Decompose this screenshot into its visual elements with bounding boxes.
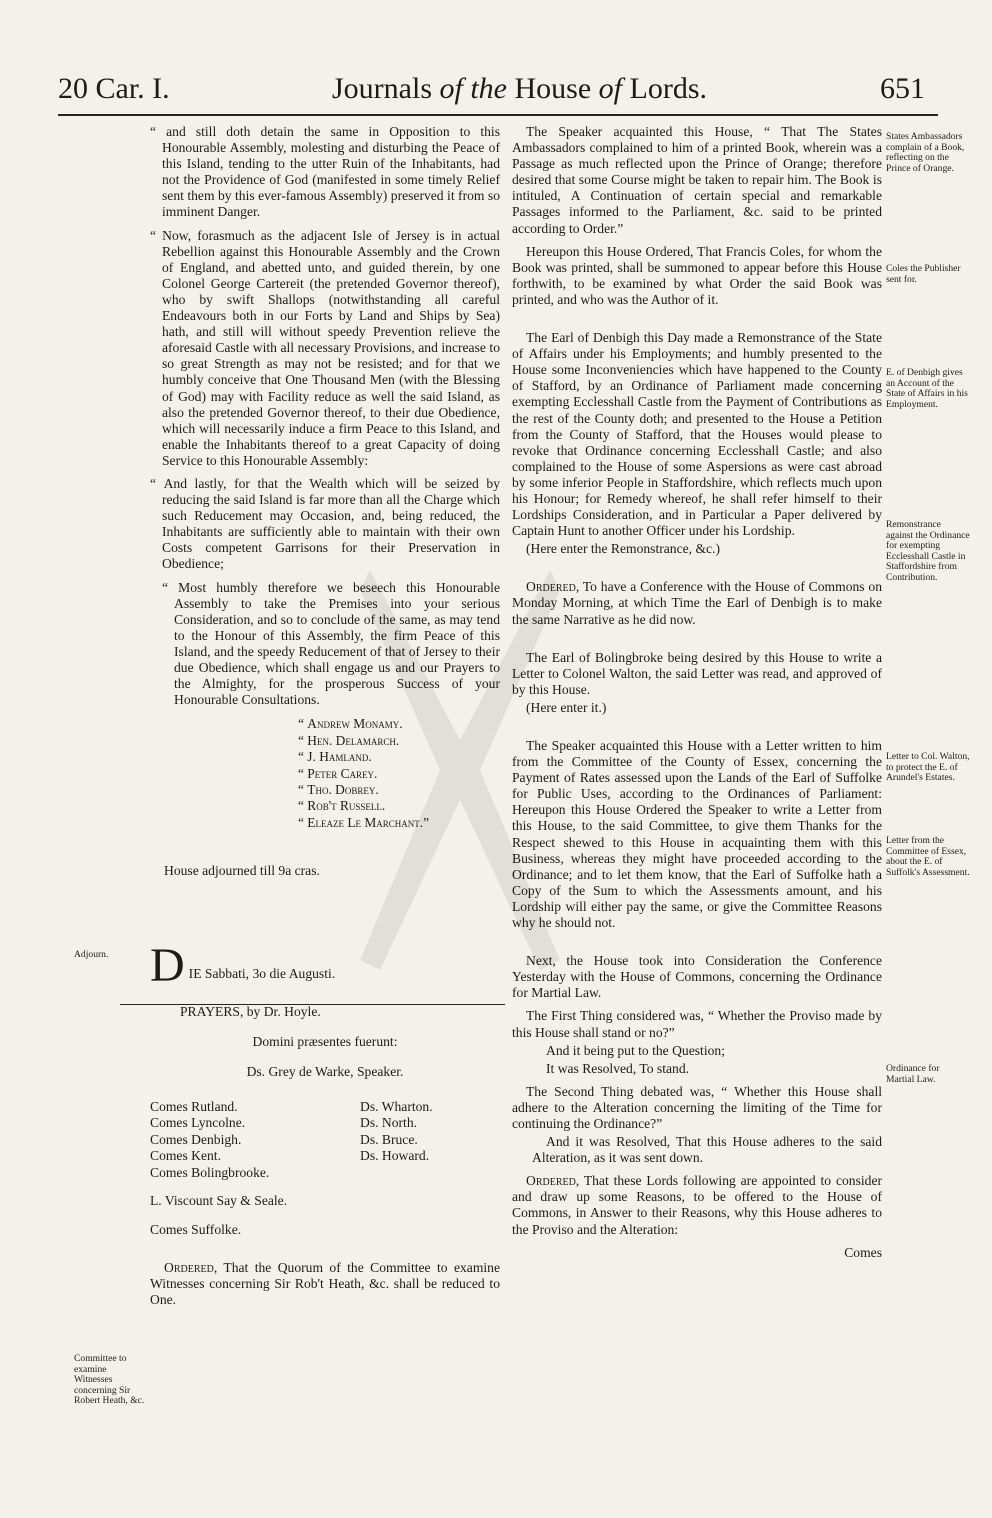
right-column [512,124,882,1268]
section-divider [120,1004,505,1005]
signatory: “ Andrew Monamy. [298,716,500,732]
header-title-the: the [470,72,515,105]
lord-name: Ds. Wharton. [360,1098,433,1114]
signatory: “ Eleaze Le Marchant.” [298,815,500,831]
margin-note-martial-law: Ordinance for Martial Law. [886,1063,940,1085]
signatory: “ Hen. Delamarch. [298,733,500,749]
conference-order-paragraph [512,579,882,627]
coles-order-text: That Francis Coles, for whom the Book was printed, shall be summoned to appear before this House forthwith, to be examined by what Order the said Book was printed, and who was the Author of it. [512,243,882,307]
coles-order-paragraph [512,244,882,308]
petition-paragraph-3: “ And lastly, for that the Wealth which will be seized by reducing the said Island is far more than all the Charge which such Reducement may Occasion, and, being reduced, the Inhabitants are sufficiently able to maintain with their own Costs competent Garrisons for their Preservation in Obedience; [150,476,500,573]
page-number: 651 [880,72,925,105]
header-title-house: House [514,72,599,105]
lord-name: Comes Bolingbrooke. [150,1164,270,1180]
prayers-by: by Dr. Hoyle. [246,1004,321,1020]
speaker-line: Ds. Grey de Warke, Speaker. [246,1064,404,1080]
lord-name: Ds. Bruce. [360,1131,418,1147]
margin-note-coles: Coles the Publisher sent for. [886,263,961,285]
catchword: Comes [844,1244,882,1260]
lord-name: Comes Kent. [150,1148,221,1164]
margin-note-states-ambassadors: States Ambassadors complain of a Book, reflecting on the Prince of Orange. [886,131,965,174]
left-column [150,124,500,1315]
header-title-of: of [439,72,471,105]
margin-note-remonstrance: Remonstrance against the Ordinance for exempting Ecclesshall Castle in Staffordshire from Contribution. [886,519,970,583]
ordered-keyword: Ordered, [164,1259,218,1275]
margin-note-essex: Letter from the Committee of Essex, about the E. of Suffolk's Assessment. [886,835,970,878]
denbigh-enter-note: (Here enter the Remonstrance, &c.) [526,541,720,557]
reasons-order-paragraph [512,1173,882,1237]
header-title [332,72,707,106]
alteration-resolved: And it was Resolved, That this House adheres to the said Alteration, as it was sent down. [532,1134,882,1166]
margin-note-adjourn: Adjourn. [74,949,109,960]
header-rule [58,114,938,116]
petition-paragraph-1: “ and still doth detain the same in Opposition to this Honourable Assembly, molesting and disturbing the Peace of this Island, tending to the utter Ruin of the Inhabitants, had not the Providence of God (manifested in some timely Relief sent them by this ever-famous Assembly) preserved it from so imminent Danger. [150,124,500,221]
ordered-keyword: Ordered, [526,1173,580,1189]
lords-column-barons [360,1099,433,1182]
suffolke-line: Comes Suffolke. [150,1221,242,1237]
lords-column-earls [150,1099,340,1182]
viscount-line: L. Viscount Say & Seale. [150,1193,288,1209]
reasons-order-text: That these Lords following are appointed to consider and draw up some Reasons, to be offered to the House of Commons, in Answer to their Reasons, why this House adheres to the Proviso and the Alteration: [512,1173,883,1237]
drop-cap: D [150,939,185,993]
denbigh-paragraph: The Earl of Denbigh this Day made a Remonstrance of the State of Affairs under his Employments; and humbly presented to the House some Inconveniencies which have happened to the County of Stafford, by an Ordinance of Parliament made concerning exempting Ecclesshall Castle from the Payment of Contributions as the rest of the County doth; and presented to the House a Petition from the County of Stafford, that the Houses would please to revoke that Ordinance concerning Ecclesshall Castle; and also complained to the House of some Aspersions as were cast abroad by some inferior People in Staffordshire, which reflects much upon his Honour; for Remedy whereof, he shall refer himself to their Lordships Consideration, and in Particular a Paper delivered by Captain Hunt to another Officer under his Lordship. [512,330,882,539]
lord-name: Comes Denbigh. [150,1131,242,1147]
lord-name: Comes Lyncolne. [150,1115,246,1131]
proviso-put: And it being put to the Question; [546,1042,725,1058]
proviso-resolved: It was Resolved, To stand. [546,1060,690,1076]
signatory: “ Tho. Dobrey. [298,782,500,798]
signatory: “ Rob't Russell. [298,798,500,814]
petition-paragraph-4: “ Most humbly therefore we beseech this Honourable Assembly to take the Premises into your serious Consideration, and so to conclude of the same, as may tend to the Honour of this Assembly, the firm Peace of this Island, and the speedy Reducement of that of Jersey to their due Obedience, which shall engage us and our Prayers to the Almighty, for the prosperous Success of your Honourable Consultations. [162,580,500,709]
header-regnal-year: 20 Car. I. [58,72,170,105]
margin-note-committee: Committee to examine Witnesses concerning Sir Robert Heath, &c. [74,1353,145,1407]
header-title-journals: Journals [332,72,440,105]
header-title-lords: Lords. [629,72,707,105]
ordered-keyword: Ordered, [526,579,580,595]
session-date [150,939,500,993]
walton-enter-note: (Here enter it.) [526,699,607,715]
signatory: “ J. Hamland. [298,749,500,765]
lord-name: Ds. Howard. [360,1148,430,1164]
alteration-question: The Second Thing debated was, “ Whether this House shall adhere to the Alteration concerning the limiting of the Time for continuing the Ordinance?” [512,1083,882,1131]
petition-paragraph-2: “ Now, forasmuch as the adjacent Isle of Jersey is in actual Rebellion against this Honourable Assembly and the Crown of England, and abetted unto, and guided therein, by one Colonel George Cartereit (the pretended Governor thereof), who by swift Shallops (notwithstanding all careful Endeavours both in our Forts by Land and Ships by Sea) hath, and still will without speedy Prevention relieve the aforesaid Castle with all necessary Provisions, and increase to so great Strength as may not be resisted; and for that we humbly conceive that One Thousand Men (with the Blessing of God) may with Facility reduce as well the said Island, as also the pretended Governor thereof, to their due Obedience, which will necessarily induce a firm Peace to this Island, and enable the Inhabitants thereof to a great Capacity of doing Service to this Honourable Assembly: [150,228,500,469]
lord-name: Comes Rutland. [150,1098,238,1114]
essex-letter-paragraph: The Speaker acquainted this House with a Letter written to him from the Committee of the County of Essex, concerning the Payment of Rates assessed upon the Lands of the Earl of Suffolke for Public Uses, according to the Ordinances of Parliament: Hereupon this House Ordered the Speaker to write a Letter from this House, to the said Committee, to give them Thanks for the Respect shewed to this House in acquainting them with this Business, whereas they might have proceeded according to the Ordinance; and to let them know, that the Earl of Suffolke hath a Copy of the Sum to which the Assessments amount, and his Lordship will either pay the same, or give the Committee Reasons why he should not. [512,738,882,931]
signatories-list [298,716,500,831]
proviso-question: The First Thing considered was, “ Whether the Proviso made by this House shall stand or no?” [512,1008,882,1040]
header-title-of-2: of [598,72,630,105]
signatory: “ Peter Carey. [298,766,500,782]
lords-present-list [150,1099,500,1182]
states-ambassadors-paragraph: The Speaker acquainted this House, “ That The States Ambassadors complained to him of a printed Book, wherein was a Passage as much reflected upon the Prince of Orange; therefore desired that some Course might be taken to repair him. The Book is intituled, A Continuation of certain special and remarkable Passages informed to the Parliament, &c. said to be printed according to Order.” [512,124,882,236]
walton-letter-paragraph: The Earl of Bolingbroke being desired by this House to write a Letter to Colonel Walton, the said Letter was read, and approved of by this House. [512,649,882,697]
session-date-text: IE Sabbati, 3o die Augusti. [188,966,336,982]
committee-order-text: That the Quorum of the Committee to examine Witnesses concerning Sir Rob't Heath, &c. shall be reduced to One. [150,1259,501,1307]
lord-name: Ds. North. [360,1115,418,1131]
conference-order-text: To have a Conference with the House of Commons on Monday Morning, at which Time the Earl of Denbigh is to make the same Narrative as he did now. [512,579,882,627]
prayers-label: PRAYERS, [180,1004,244,1020]
committee-order [150,1260,500,1308]
margin-note-denbigh: E. of Denbigh gives an Account of the State of Affairs in his Employment. [886,367,968,410]
coles-order-lead: Hereupon this House Ordered, [526,243,694,259]
adjournment-text: House adjourned till 9a cras. [164,863,320,879]
martial-law-paragraph: Next, the House took into Consideration the Conference Yesterday with the House of Commons, concerning the Ordinance for Martial Law. [512,953,882,1001]
lords-present-heading: Domini præsentes fuerunt: [252,1034,398,1050]
prayers-line [150,1004,500,1020]
margin-note-walton: Letter to Col. Walton, to protect the E. of Arundel's Estates. [886,751,970,784]
